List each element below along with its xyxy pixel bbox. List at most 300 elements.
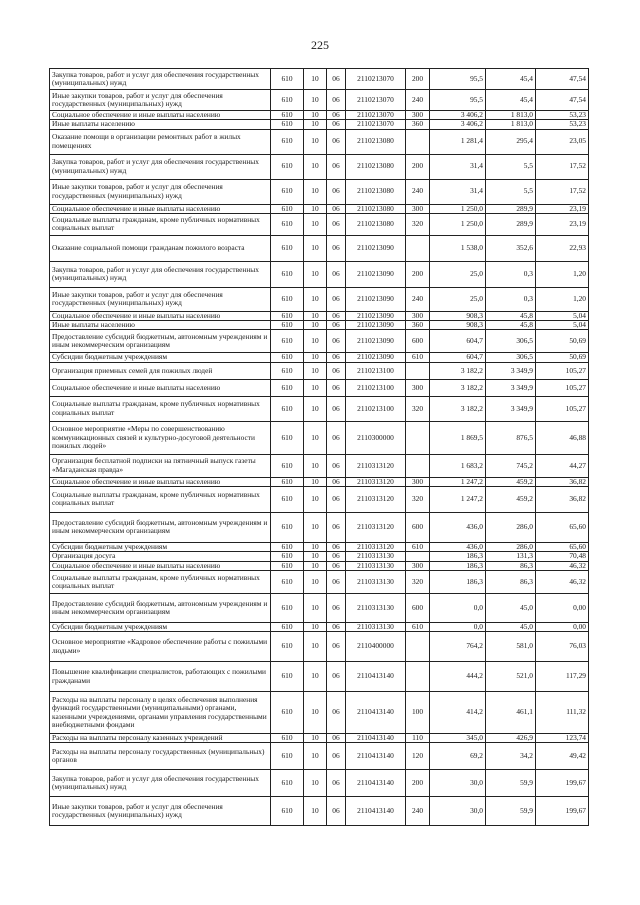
row-section-code: 10 bbox=[304, 69, 327, 90]
row-subsection-code: 06 bbox=[327, 235, 346, 261]
row-section-code: 10 bbox=[304, 111, 327, 120]
row-subsection-code: 06 bbox=[327, 154, 346, 179]
row-planned-amount: 1 250,0 bbox=[430, 213, 486, 235]
row-section-code: 10 bbox=[304, 632, 327, 662]
row-subsection-code: 06 bbox=[327, 111, 346, 120]
row-target-article: 2110213070 bbox=[346, 69, 406, 90]
row-subsection-code: 06 bbox=[327, 542, 346, 551]
row-execution-percent: 50,69 bbox=[536, 330, 589, 353]
row-target-article: 2110413140 bbox=[346, 743, 406, 770]
row-expense-type: 300 bbox=[406, 204, 430, 213]
row-grbs-code: 610 bbox=[271, 179, 304, 204]
row-grbs-code: 610 bbox=[271, 330, 304, 353]
row-planned-amount: 436,0 bbox=[430, 512, 486, 542]
row-name: Социальное обеспечение и иные выплаты населению bbox=[50, 379, 271, 396]
row-execution-percent: 46,32 bbox=[536, 561, 589, 570]
table-row bbox=[50, 542, 589, 551]
table-row bbox=[50, 330, 589, 353]
row-section-code: 10 bbox=[304, 622, 327, 631]
row-execution-percent: 123,74 bbox=[536, 734, 589, 743]
table-row bbox=[50, 692, 589, 734]
row-execution-percent: 53,23 bbox=[536, 120, 589, 129]
row-subsection-code: 06 bbox=[327, 321, 346, 330]
row-planned-amount: 186,3 bbox=[430, 570, 486, 593]
row-actual-amount: 289,9 bbox=[486, 213, 536, 235]
row-name: Организация бесплатной подписки на пятничный выпуск газеты «Магаданская правда» bbox=[50, 454, 271, 477]
row-actual-amount: 45,4 bbox=[486, 69, 536, 90]
row-execution-percent: 111,32 bbox=[536, 692, 589, 734]
row-planned-amount: 186,3 bbox=[430, 561, 486, 570]
row-planned-amount: 30,0 bbox=[430, 770, 486, 797]
row-section-code: 10 bbox=[304, 154, 327, 179]
row-grbs-code: 610 bbox=[271, 477, 304, 486]
row-execution-percent: 36,82 bbox=[536, 477, 589, 486]
row-actual-amount: 3 349,9 bbox=[486, 362, 536, 379]
row-expense-type bbox=[406, 454, 430, 477]
row-subsection-code: 06 bbox=[327, 120, 346, 129]
row-planned-amount: 69,2 bbox=[430, 743, 486, 770]
row-expense-type: 600 bbox=[406, 512, 430, 542]
row-subsection-code: 06 bbox=[327, 421, 346, 454]
row-actual-amount: 352,6 bbox=[486, 235, 536, 261]
row-target-article: 2110213090 bbox=[346, 311, 406, 320]
row-grbs-code: 610 bbox=[271, 552, 304, 561]
row-section-code: 10 bbox=[304, 552, 327, 561]
row-expense-type: 600 bbox=[406, 330, 430, 353]
row-expense-type: 200 bbox=[406, 261, 430, 287]
row-execution-percent: 70,48 bbox=[536, 552, 589, 561]
row-expense-type bbox=[406, 632, 430, 662]
row-execution-percent: 53,23 bbox=[536, 111, 589, 120]
row-planned-amount: 0,0 bbox=[430, 593, 486, 622]
row-target-article: 2110213070 bbox=[346, 120, 406, 129]
row-planned-amount: 3 406,2 bbox=[430, 120, 486, 129]
row-expense-type: 610 bbox=[406, 353, 430, 362]
row-name: Иные закупки товаров, работ и услуг для обеспечения государственных (муниципальных) нужд bbox=[50, 90, 271, 111]
row-planned-amount: 604,7 bbox=[430, 330, 486, 353]
row-subsection-code: 06 bbox=[327, 454, 346, 477]
row-execution-percent: 65,60 bbox=[536, 542, 589, 551]
row-grbs-code: 610 bbox=[271, 396, 304, 421]
row-planned-amount: 25,0 bbox=[430, 287, 486, 311]
row-actual-amount: 45,0 bbox=[486, 622, 536, 631]
table-row bbox=[50, 797, 589, 826]
row-name: Основное мероприятие «Меры по совершенствованию коммуникационных связей и культурно-досуговой деятельности пожилых людей» bbox=[50, 421, 271, 454]
row-planned-amount: 436,0 bbox=[430, 542, 486, 551]
row-name: Иные выплаты населению bbox=[50, 120, 271, 129]
row-actual-amount: 3 349,9 bbox=[486, 379, 536, 396]
row-grbs-code: 610 bbox=[271, 797, 304, 826]
row-planned-amount: 908,3 bbox=[430, 311, 486, 320]
row-grbs-code: 610 bbox=[271, 632, 304, 662]
row-actual-amount: 426,9 bbox=[486, 734, 536, 743]
table-row bbox=[50, 593, 589, 622]
row-execution-percent: 5,04 bbox=[536, 321, 589, 330]
row-grbs-code: 610 bbox=[271, 570, 304, 593]
row-section-code: 10 bbox=[304, 512, 327, 542]
row-expense-type: 300 bbox=[406, 311, 430, 320]
row-execution-percent: 23,19 bbox=[536, 213, 589, 235]
row-expense-type: 240 bbox=[406, 90, 430, 111]
row-subsection-code: 06 bbox=[327, 692, 346, 734]
row-execution-percent: 46,88 bbox=[536, 421, 589, 454]
row-expense-type bbox=[406, 552, 430, 561]
row-actual-amount: 0,3 bbox=[486, 287, 536, 311]
row-section-code: 10 bbox=[304, 396, 327, 421]
row-name: Оказание социальной помощи гражданам пожилого возраста bbox=[50, 235, 271, 261]
row-expense-type: 320 bbox=[406, 570, 430, 593]
row-target-article: 2110413140 bbox=[346, 662, 406, 692]
row-execution-percent: 1,20 bbox=[536, 287, 589, 311]
row-execution-percent: 49,42 bbox=[536, 743, 589, 770]
row-name: Повышение квалификации специалистов, работающих с пожилыми гражданами bbox=[50, 662, 271, 692]
row-execution-percent: 17,52 bbox=[536, 179, 589, 204]
row-target-article: 2110300000 bbox=[346, 421, 406, 454]
row-grbs-code: 610 bbox=[271, 743, 304, 770]
row-actual-amount: 306,5 bbox=[486, 330, 536, 353]
row-target-article: 2110213080 bbox=[346, 179, 406, 204]
row-expense-type: 320 bbox=[406, 396, 430, 421]
row-expense-type bbox=[406, 129, 430, 154]
row-actual-amount: 45,4 bbox=[486, 90, 536, 111]
row-planned-amount: 186,3 bbox=[430, 552, 486, 561]
row-target-article: 2110400000 bbox=[346, 632, 406, 662]
row-grbs-code: 610 bbox=[271, 362, 304, 379]
table-row bbox=[50, 204, 589, 213]
row-section-code: 10 bbox=[304, 330, 327, 353]
row-execution-percent: 50,69 bbox=[536, 353, 589, 362]
row-section-code: 10 bbox=[304, 321, 327, 330]
row-expense-type: 300 bbox=[406, 477, 430, 486]
row-target-article: 2110213100 bbox=[346, 379, 406, 396]
table-row bbox=[50, 179, 589, 204]
row-expense-type: 320 bbox=[406, 486, 430, 512]
row-subsection-code: 06 bbox=[327, 69, 346, 90]
row-subsection-code: 06 bbox=[327, 311, 346, 320]
row-expense-type: 240 bbox=[406, 179, 430, 204]
row-name: Расходы на выплаты персоналу в целях обеспечения выполнения функций государственными (муниципальными) органами, казенными учреждениями, органами управления государственными внебюджетными фондами bbox=[50, 692, 271, 734]
row-actual-amount: 1 813,0 bbox=[486, 120, 536, 129]
page-number: 225 bbox=[311, 38, 329, 52]
row-actual-amount: 581,0 bbox=[486, 632, 536, 662]
row-actual-amount: 876,5 bbox=[486, 421, 536, 454]
row-name: Закупка товаров, работ и услуг для обеспечения государственных (муниципальных) нужд bbox=[50, 154, 271, 179]
row-section-code: 10 bbox=[304, 561, 327, 570]
row-grbs-code: 610 bbox=[271, 111, 304, 120]
row-name: Социальные выплаты гражданам, кроме публичных нормативных социальных выплат bbox=[50, 570, 271, 593]
row-planned-amount: 1 281,4 bbox=[430, 129, 486, 154]
row-name: Иные закупки товаров, работ и услуг для обеспечения государственных (муниципальных) нужд bbox=[50, 179, 271, 204]
table-row bbox=[50, 570, 589, 593]
row-expense-type: 610 bbox=[406, 622, 430, 631]
row-target-article: 2110213100 bbox=[346, 396, 406, 421]
row-subsection-code: 06 bbox=[327, 734, 346, 743]
row-actual-amount: 286,0 bbox=[486, 542, 536, 551]
row-grbs-code: 610 bbox=[271, 204, 304, 213]
row-expense-type: 300 bbox=[406, 561, 430, 570]
row-target-article: 2110213100 bbox=[346, 362, 406, 379]
row-target-article: 2110213080 bbox=[346, 129, 406, 154]
row-target-article: 2110213090 bbox=[346, 321, 406, 330]
table-row bbox=[50, 154, 589, 179]
row-name: Закупка товаров, работ и услуг для обеспечения государственных (муниципальных) нужд bbox=[50, 261, 271, 287]
row-section-code: 10 bbox=[304, 734, 327, 743]
row-section-code: 10 bbox=[304, 362, 327, 379]
row-name: Организация досуга bbox=[50, 552, 271, 561]
row-grbs-code: 610 bbox=[271, 692, 304, 734]
row-planned-amount: 908,3 bbox=[430, 321, 486, 330]
row-planned-amount: 95,5 bbox=[430, 69, 486, 90]
row-execution-percent: 65,60 bbox=[536, 512, 589, 542]
row-expense-type: 200 bbox=[406, 770, 430, 797]
row-target-article: 2110213090 bbox=[346, 287, 406, 311]
row-grbs-code: 610 bbox=[271, 120, 304, 129]
row-grbs-code: 610 bbox=[271, 734, 304, 743]
row-actual-amount: 131,3 bbox=[486, 552, 536, 561]
row-section-code: 10 bbox=[304, 129, 327, 154]
row-section-code: 10 bbox=[304, 311, 327, 320]
row-subsection-code: 06 bbox=[327, 743, 346, 770]
row-section-code: 10 bbox=[304, 90, 327, 111]
row-grbs-code: 610 bbox=[271, 235, 304, 261]
row-execution-percent: 44,27 bbox=[536, 454, 589, 477]
row-subsection-code: 06 bbox=[327, 261, 346, 287]
row-planned-amount: 1 250,0 bbox=[430, 204, 486, 213]
row-planned-amount: 1 247,2 bbox=[430, 477, 486, 486]
row-expense-type bbox=[406, 362, 430, 379]
row-actual-amount: 34,2 bbox=[486, 743, 536, 770]
row-name: Организация приемных семей для пожилых людей bbox=[50, 362, 271, 379]
table-row bbox=[50, 396, 589, 421]
table-row bbox=[50, 261, 589, 287]
row-target-article: 2110413140 bbox=[346, 770, 406, 797]
row-subsection-code: 06 bbox=[327, 797, 346, 826]
row-target-article: 2110313130 bbox=[346, 570, 406, 593]
row-name: Закупка товаров, работ и услуг для обеспечения государственных (муниципальных) нужд bbox=[50, 770, 271, 797]
row-target-article: 2110213080 bbox=[346, 154, 406, 179]
row-subsection-code: 06 bbox=[327, 179, 346, 204]
row-section-code: 10 bbox=[304, 379, 327, 396]
row-expense-type: 110 bbox=[406, 734, 430, 743]
row-name: Субсидии бюджетным учреждениям bbox=[50, 622, 271, 631]
row-expense-type: 240 bbox=[406, 287, 430, 311]
row-planned-amount: 345,0 bbox=[430, 734, 486, 743]
row-section-code: 10 bbox=[304, 120, 327, 129]
row-expense-type: 200 bbox=[406, 154, 430, 179]
row-grbs-code: 610 bbox=[271, 213, 304, 235]
row-expense-type: 200 bbox=[406, 69, 430, 90]
table-row bbox=[50, 552, 589, 561]
row-execution-percent: 46,32 bbox=[536, 570, 589, 593]
table-row bbox=[50, 235, 589, 261]
row-execution-percent: 0,00 bbox=[536, 622, 589, 631]
table-row bbox=[50, 632, 589, 662]
table-row bbox=[50, 770, 589, 797]
row-execution-percent: 76,03 bbox=[536, 632, 589, 662]
table-row bbox=[50, 353, 589, 362]
row-actual-amount: 286,0 bbox=[486, 512, 536, 542]
table-row bbox=[50, 561, 589, 570]
row-actual-amount: 295,4 bbox=[486, 129, 536, 154]
row-target-article: 2110313130 bbox=[346, 561, 406, 570]
row-planned-amount: 30,0 bbox=[430, 797, 486, 826]
row-grbs-code: 610 bbox=[271, 129, 304, 154]
row-planned-amount: 1 683,2 bbox=[430, 454, 486, 477]
table-row bbox=[50, 362, 589, 379]
row-section-code: 10 bbox=[304, 287, 327, 311]
row-execution-percent: 105,27 bbox=[536, 379, 589, 396]
row-subsection-code: 06 bbox=[327, 90, 346, 111]
row-subsection-code: 06 bbox=[327, 353, 346, 362]
table-row bbox=[50, 90, 589, 111]
row-subsection-code: 06 bbox=[327, 477, 346, 486]
row-expense-type: 120 bbox=[406, 743, 430, 770]
row-name: Иные выплаты населению bbox=[50, 321, 271, 330]
row-execution-percent: 1,20 bbox=[536, 261, 589, 287]
row-planned-amount: 3 182,2 bbox=[430, 396, 486, 421]
row-actual-amount: 306,5 bbox=[486, 353, 536, 362]
row-planned-amount: 95,5 bbox=[430, 90, 486, 111]
row-actual-amount: 1 813,0 bbox=[486, 111, 536, 120]
row-name: Социальное обеспечение и иные выплаты населению bbox=[50, 111, 271, 120]
row-section-code: 10 bbox=[304, 454, 327, 477]
row-subsection-code: 06 bbox=[327, 396, 346, 421]
row-name: Социальное обеспечение и иные выплаты населению bbox=[50, 477, 271, 486]
row-planned-amount: 25,0 bbox=[430, 261, 486, 287]
row-target-article: 2110213090 bbox=[346, 353, 406, 362]
row-target-article: 2110313130 bbox=[346, 593, 406, 622]
row-subsection-code: 06 bbox=[327, 552, 346, 561]
row-planned-amount: 3 182,2 bbox=[430, 379, 486, 396]
row-execution-percent: 23,05 bbox=[536, 129, 589, 154]
table-row bbox=[50, 421, 589, 454]
row-target-article: 2110413140 bbox=[346, 734, 406, 743]
row-expense-type: 240 bbox=[406, 797, 430, 826]
row-subsection-code: 06 bbox=[327, 512, 346, 542]
table-row bbox=[50, 734, 589, 743]
row-actual-amount: 0,3 bbox=[486, 261, 536, 287]
row-name: Социальные выплаты гражданам, кроме публичных нормативных социальных выплат bbox=[50, 213, 271, 235]
row-expense-type bbox=[406, 421, 430, 454]
row-section-code: 10 bbox=[304, 743, 327, 770]
table-row bbox=[50, 512, 589, 542]
row-actual-amount: 86,3 bbox=[486, 561, 536, 570]
row-expense-type: 610 bbox=[406, 542, 430, 551]
row-section-code: 10 bbox=[304, 486, 327, 512]
row-actual-amount: 59,9 bbox=[486, 797, 536, 826]
row-section-code: 10 bbox=[304, 261, 327, 287]
row-actual-amount: 45,0 bbox=[486, 593, 536, 622]
row-section-code: 10 bbox=[304, 542, 327, 551]
row-grbs-code: 610 bbox=[271, 486, 304, 512]
row-actual-amount: 86,3 bbox=[486, 570, 536, 593]
row-execution-percent: 47,54 bbox=[536, 69, 589, 90]
row-grbs-code: 610 bbox=[271, 454, 304, 477]
table-row bbox=[50, 111, 589, 120]
row-subsection-code: 06 bbox=[327, 287, 346, 311]
table-row bbox=[50, 477, 589, 486]
row-actual-amount: 3 349,9 bbox=[486, 396, 536, 421]
row-planned-amount: 3 182,2 bbox=[430, 362, 486, 379]
row-execution-percent: 0,00 bbox=[536, 593, 589, 622]
row-subsection-code: 06 bbox=[327, 129, 346, 154]
row-execution-percent: 36,82 bbox=[536, 486, 589, 512]
budget-execution-table bbox=[49, 68, 589, 826]
row-section-code: 10 bbox=[304, 593, 327, 622]
row-name: Социальные выплаты гражданам, кроме публичных нормативных социальных выплат bbox=[50, 486, 271, 512]
row-planned-amount: 0,0 bbox=[430, 622, 486, 631]
row-subsection-code: 06 bbox=[327, 486, 346, 512]
row-planned-amount: 764,2 bbox=[430, 632, 486, 662]
row-expense-type bbox=[406, 235, 430, 261]
row-execution-percent: 105,27 bbox=[536, 362, 589, 379]
row-name: Субсидии бюджетным учреждениям bbox=[50, 353, 271, 362]
row-execution-percent: 117,29 bbox=[536, 662, 589, 692]
row-section-code: 10 bbox=[304, 353, 327, 362]
row-planned-amount: 604,7 bbox=[430, 353, 486, 362]
row-target-article: 2110413140 bbox=[346, 797, 406, 826]
row-target-article: 2110213070 bbox=[346, 111, 406, 120]
row-target-article: 2110313120 bbox=[346, 477, 406, 486]
row-subsection-code: 06 bbox=[327, 570, 346, 593]
row-target-article: 2110213090 bbox=[346, 330, 406, 353]
row-grbs-code: 610 bbox=[271, 379, 304, 396]
row-target-article: 2110213080 bbox=[346, 204, 406, 213]
table-row bbox=[50, 454, 589, 477]
row-actual-amount: 745,2 bbox=[486, 454, 536, 477]
row-grbs-code: 610 bbox=[271, 353, 304, 362]
row-name: Иные закупки товаров, работ и услуг для обеспечения государственных (муниципальных) нужд bbox=[50, 287, 271, 311]
row-target-article: 2110313120 bbox=[346, 542, 406, 551]
row-subsection-code: 06 bbox=[327, 593, 346, 622]
row-target-article: 2110213090 bbox=[346, 235, 406, 261]
row-name: Основное мероприятие «Кадровое обеспечение работы с пожилыми людьми» bbox=[50, 632, 271, 662]
row-section-code: 10 bbox=[304, 662, 327, 692]
row-grbs-code: 610 bbox=[271, 421, 304, 454]
row-target-article: 2110213080 bbox=[346, 213, 406, 235]
row-grbs-code: 610 bbox=[271, 662, 304, 692]
row-subsection-code: 06 bbox=[327, 561, 346, 570]
row-expense-type: 300 bbox=[406, 111, 430, 120]
table-row bbox=[50, 379, 589, 396]
row-subsection-code: 06 bbox=[327, 622, 346, 631]
row-expense-type: 360 bbox=[406, 321, 430, 330]
row-name: Субсидии бюджетным учреждениям bbox=[50, 542, 271, 551]
table-row bbox=[50, 321, 589, 330]
row-name: Расходы на выплаты персоналу государственных (муниципальных) органов bbox=[50, 743, 271, 770]
row-grbs-code: 610 bbox=[271, 561, 304, 570]
row-name: Предоставление субсидий бюджетным, автономным учреждениям и иным некоммерческим организациям bbox=[50, 593, 271, 622]
row-grbs-code: 610 bbox=[271, 622, 304, 631]
row-expense-type: 100 bbox=[406, 692, 430, 734]
row-grbs-code: 610 bbox=[271, 770, 304, 797]
row-target-article: 2110413140 bbox=[346, 692, 406, 734]
row-subsection-code: 06 bbox=[327, 362, 346, 379]
row-section-code: 10 bbox=[304, 235, 327, 261]
row-expense-type: 600 bbox=[406, 593, 430, 622]
row-target-article: 2110313120 bbox=[346, 512, 406, 542]
table-row bbox=[50, 662, 589, 692]
row-name: Предоставление субсидий бюджетным, автономным учреждениям и иным некоммерческим организациям bbox=[50, 512, 271, 542]
row-expense-type: 360 bbox=[406, 120, 430, 129]
row-grbs-code: 610 bbox=[271, 321, 304, 330]
row-name: Закупка товаров, работ и услуг для обеспечения государственных (муниципальных) нужд bbox=[50, 69, 271, 90]
row-actual-amount: 59,9 bbox=[486, 770, 536, 797]
row-section-code: 10 bbox=[304, 770, 327, 797]
row-section-code: 10 bbox=[304, 477, 327, 486]
row-execution-percent: 23,19 bbox=[536, 204, 589, 213]
row-planned-amount: 414,2 bbox=[430, 692, 486, 734]
